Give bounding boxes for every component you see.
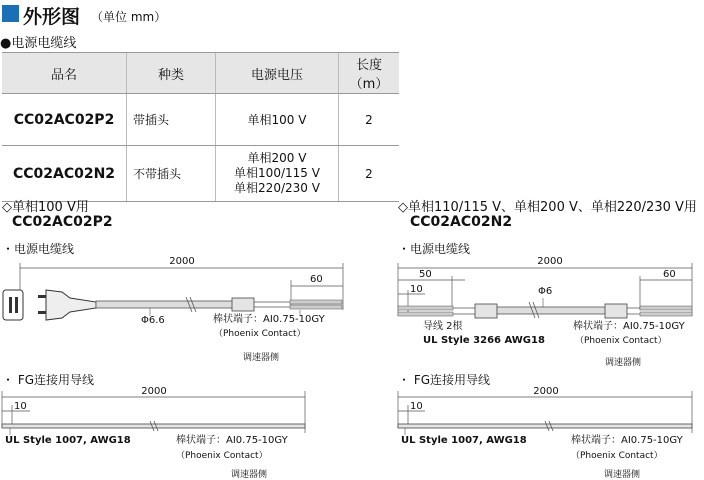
cable-sleeve: [232, 298, 254, 311]
right-power-label: ・电源电缆线: [398, 242, 471, 256]
dim-strip: 10: [410, 401, 423, 412]
spec-table: [2, 52, 399, 202]
dim-total: 2000: [537, 256, 563, 267]
col-header-voltage: 电源电压: [216, 53, 339, 94]
voltage-line: 单相200 V: [247, 151, 307, 165]
fg-terminal-maker: （Phoenix Contact）: [176, 451, 268, 461]
unit-note: （单位 mm）: [91, 10, 167, 24]
fg-terminal: 棒状端子：AI0.75-10GY: [176, 435, 288, 446]
section-power-cable: ●电源电缆线: [0, 36, 77, 51]
terminal-maker: （Phoenix Contact）: [575, 336, 667, 346]
dim-10: 10: [410, 284, 423, 295]
cell-voltage: 单相100 V: [216, 94, 339, 146]
dim-end: 60: [310, 274, 323, 285]
col-header-length: 长度（m）: [339, 53, 400, 94]
cable-sleeve: [475, 304, 497, 318]
fg-wire: [398, 424, 692, 428]
cell-type: 带插头: [127, 94, 216, 146]
controller-side: 调速器侧: [243, 353, 280, 363]
right-fg-label: ・ FG连接用导线: [398, 373, 491, 387]
cable-diameter: Φ6.6: [141, 315, 165, 326]
plug-face-icon: [3, 290, 23, 320]
voltage-line: 单相220/230 V: [234, 181, 320, 195]
table-row: [2, 146, 399, 202]
cell-type: 不带插头: [127, 146, 216, 202]
left-model: CC02AC02P2: [12, 214, 113, 230]
controller-side: 调速器侧: [605, 358, 642, 368]
fg-controller-side: 调速器侧: [604, 470, 641, 480]
plug-pin: [15, 297, 18, 313]
right-power-cable-drawing: [395, 250, 700, 370]
left-heading: ◇单相100 V用: [2, 200, 89, 215]
fg-terminal-maker: （Phoenix Contact）: [571, 451, 663, 461]
right-fg-wire-drawing: [395, 383, 700, 480]
cell-length: 2: [339, 94, 400, 146]
plug-prong: [38, 295, 46, 298]
left-fg-wire-drawing: [0, 383, 350, 480]
page-title: 外形图: [23, 6, 81, 28]
cell-voltage: [216, 146, 339, 202]
fg-wire: [2, 424, 305, 428]
table-row: [2, 94, 399, 146]
cable-diameter: Φ6: [538, 286, 553, 297]
terminal-maker: （Phoenix Contact）: [214, 329, 306, 339]
cell-model: CC02AC02N2: [2, 146, 127, 202]
dim-total: 2000: [141, 386, 167, 397]
fg-controller-side: 调速器侧: [231, 470, 268, 480]
dim-total: 2000: [169, 256, 195, 267]
left-power-label: ・电源电缆线: [2, 242, 75, 256]
dim-end: 60: [663, 269, 676, 280]
title-marker: [2, 5, 19, 22]
plug-pin: [9, 297, 12, 313]
dim-total: 2000: [533, 386, 559, 397]
terminal-label: 棒状端子：AI0.75-10GY: [213, 314, 325, 325]
cable-sheath: [497, 307, 607, 314]
dim-50: 50: [419, 269, 432, 280]
col-header-name: 品名: [2, 53, 127, 94]
lead-count: 导线 2根: [423, 321, 463, 332]
plug-prong: [38, 311, 46, 314]
voltage-line: 单相100/115 V: [234, 166, 320, 180]
left-fg-label: ・ FG连接用导线: [2, 373, 95, 387]
fg-wire-spec: UL Style 1007, AWG18: [5, 435, 131, 446]
right-model: CC02AC02N2: [410, 214, 513, 230]
cell-length: 2: [339, 146, 400, 202]
cable-sleeve: [605, 304, 627, 318]
col-header-type: 种类: [127, 53, 216, 94]
cell-model: CC02AC02P2: [2, 94, 127, 146]
cable-sheath: [96, 301, 234, 308]
lead-spec: UL Style 3266 AWG18: [423, 335, 545, 346]
left-power-cable-drawing: [0, 250, 350, 365]
fg-wire-spec: UL Style 1007, AWG18: [401, 435, 527, 446]
right-heading: ◇单相110/115 V、单相200 V、单相220/230 V用: [398, 200, 697, 215]
dim-strip: 10: [14, 401, 27, 412]
table-header-row: [2, 53, 399, 94]
terminal-label: 棒状端子：AI0.75-10GY: [573, 321, 685, 332]
fg-terminal: 棒状端子：AI0.75-10GY: [571, 435, 683, 446]
plug-body-icon: [46, 290, 96, 320]
